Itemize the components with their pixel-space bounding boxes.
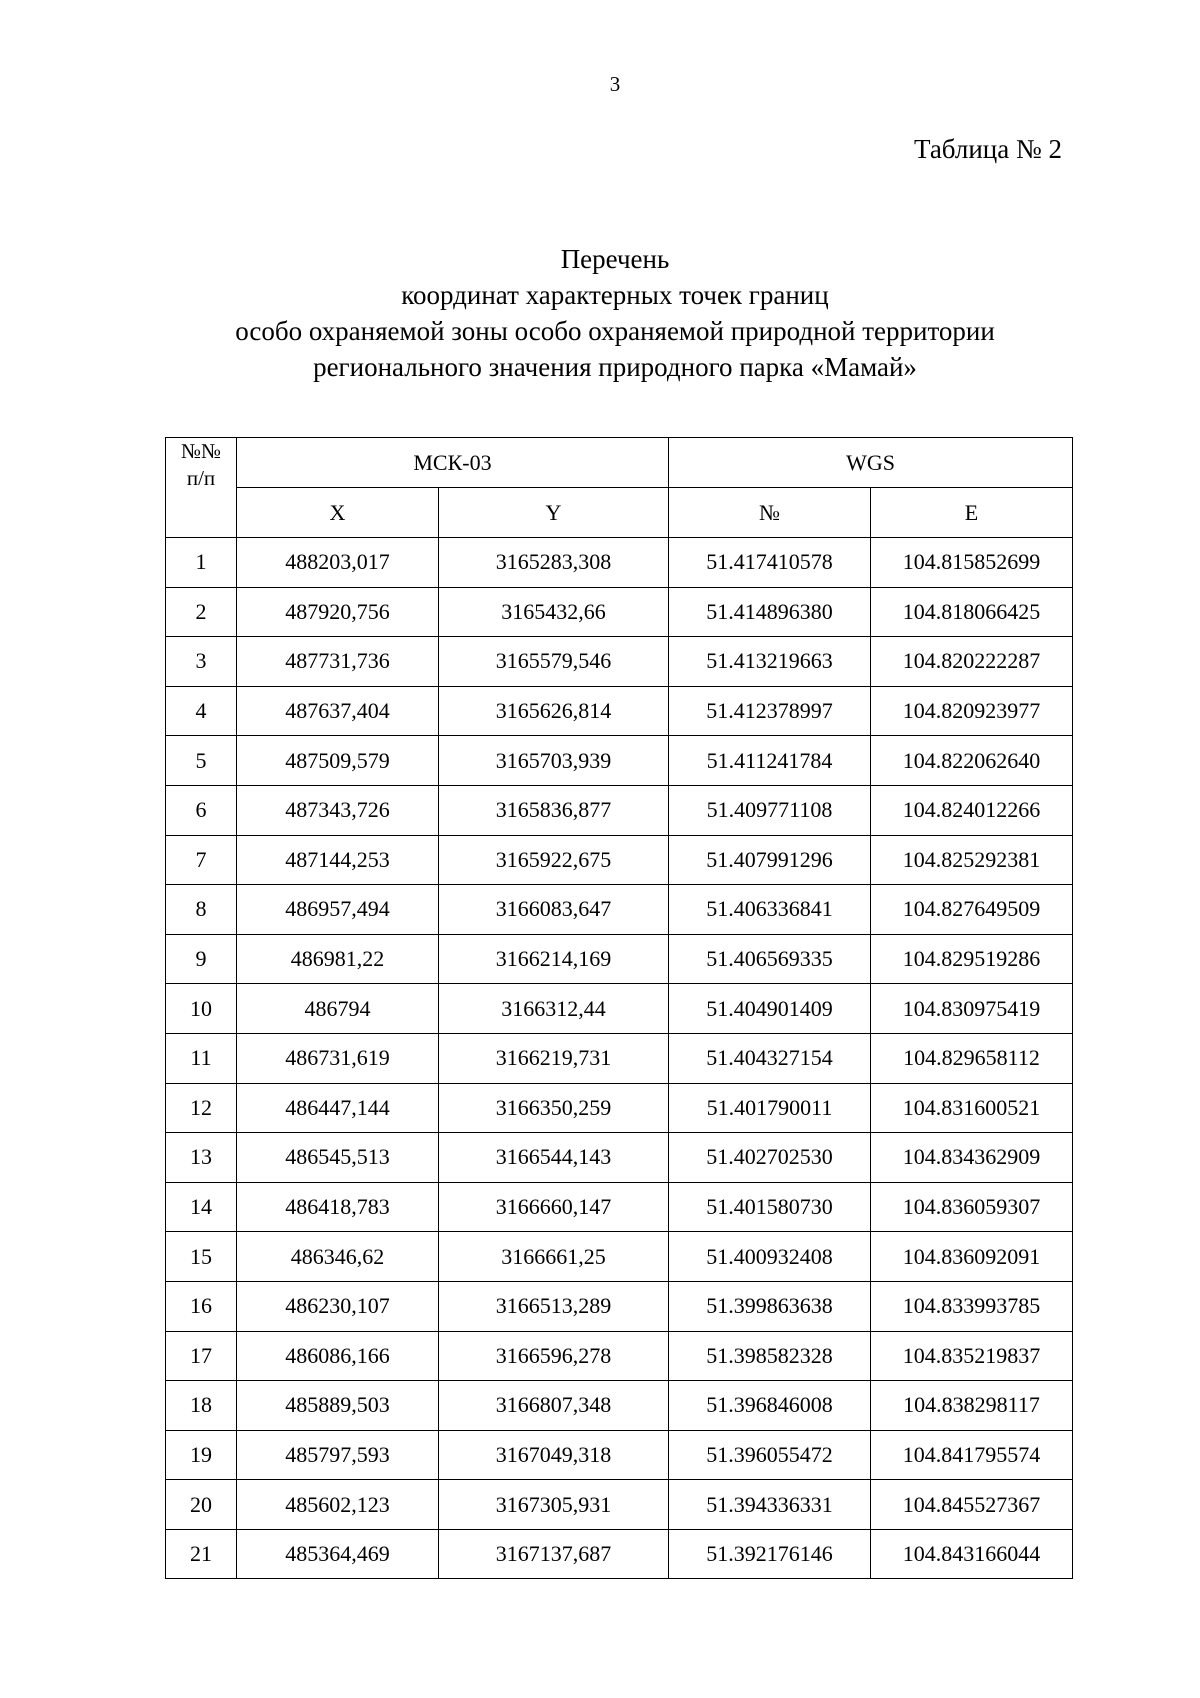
- n-cell: 51.409771108: [669, 785, 871, 835]
- x-cell: 485797,593: [237, 1430, 439, 1480]
- row-number-cell: 3: [166, 637, 237, 687]
- y-cell: 3166661,25: [439, 1232, 669, 1282]
- title-line: координат характерных точек границ: [401, 280, 829, 310]
- e-cell: 104.833993785: [871, 1281, 1073, 1331]
- table-row: [166, 835, 1073, 885]
- n-cell: 51.396055472: [669, 1430, 871, 1480]
- msk-03-group-header: МСК-03: [237, 438, 669, 488]
- e-cell: 104.845527367: [871, 1480, 1073, 1530]
- page-number: 3: [609, 72, 621, 96]
- y-cell: 3165922,675: [439, 835, 669, 885]
- x-cell: 487509,579: [237, 736, 439, 786]
- e-cell: 104.822062640: [871, 736, 1073, 786]
- x-cell: 485602,123: [237, 1480, 439, 1530]
- n-cell: 51.398582328: [669, 1331, 871, 1381]
- n-cell: 51.401580730: [669, 1182, 871, 1232]
- table-row: [166, 637, 1073, 687]
- n-cell: 51.400932408: [669, 1232, 871, 1282]
- row-number-cell: 19: [166, 1430, 237, 1480]
- table-row: [166, 785, 1073, 835]
- table-header: [166, 438, 1073, 538]
- x-cell: 487731,736: [237, 637, 439, 687]
- table-row: [166, 1430, 1073, 1480]
- table-row: [166, 1480, 1073, 1530]
- x-cell: 486447,144: [237, 1083, 439, 1133]
- header-row: [166, 488, 1073, 538]
- row-number-header-line1: №№: [180, 439, 222, 463]
- row-number-cell: 9: [166, 934, 237, 984]
- x-cell: 486545,513: [237, 1133, 439, 1183]
- x-cell: 487144,253: [237, 835, 439, 885]
- x-cell: 486981,22: [237, 934, 439, 984]
- y-cell: 3166214,169: [439, 934, 669, 984]
- e-cell: 104.820923977: [871, 686, 1073, 736]
- n-cell: 51.413219663: [669, 637, 871, 687]
- table-row: [166, 1232, 1073, 1282]
- row-number-cell: 14: [166, 1182, 237, 1232]
- n-cell: 51.394336331: [669, 1480, 871, 1530]
- e-cell: 104.838298117: [871, 1381, 1073, 1431]
- row-number-cell: 20: [166, 1480, 237, 1530]
- e-cell: 104.815852699: [871, 538, 1073, 588]
- x-cell: 486418,783: [237, 1182, 439, 1232]
- row-number-cell: 5: [166, 736, 237, 786]
- row-number-cell: 10: [166, 984, 237, 1034]
- title-line: регионального значения природного парка «Мамай»: [313, 352, 917, 382]
- n-cell: 51.404327154: [669, 1033, 871, 1083]
- e-cell: 104.829519286: [871, 934, 1073, 984]
- row-number-cell: 6: [166, 785, 237, 835]
- header-row: [166, 438, 1073, 488]
- y-cell: 3166513,289: [439, 1281, 669, 1331]
- row-number-cell: 11: [166, 1033, 237, 1083]
- n-cell: 51.406336841: [669, 885, 871, 935]
- row-number-cell: 21: [166, 1529, 237, 1579]
- table-row: [166, 1331, 1073, 1381]
- e-cell: 104.836092091: [871, 1232, 1073, 1282]
- e-cell: 104.836059307: [871, 1182, 1073, 1232]
- x-cell: 486086,166: [237, 1331, 439, 1381]
- n-cell: 51.402702530: [669, 1133, 871, 1183]
- y-cell: 3166807,348: [439, 1381, 669, 1431]
- x-cell: 486794: [237, 984, 439, 1034]
- n-cell: 51.396846008: [669, 1381, 871, 1431]
- table-row: [166, 686, 1073, 736]
- n-cell: 51.404901409: [669, 984, 871, 1034]
- table-row: [166, 736, 1073, 786]
- row-number-cell: 18: [166, 1381, 237, 1431]
- x-cell: 485889,503: [237, 1381, 439, 1431]
- e-cell: 104.831600521: [871, 1083, 1073, 1133]
- y-cell: 3165703,939: [439, 736, 669, 786]
- n-cell: 51.407991296: [669, 835, 871, 885]
- table-row: [166, 1133, 1073, 1183]
- y-cell: 3166660,147: [439, 1182, 669, 1232]
- coordinates-table: [165, 437, 1073, 1579]
- x-column-header: X: [237, 488, 439, 538]
- x-cell: 487343,726: [237, 785, 439, 835]
- table-row: [166, 538, 1073, 588]
- row-number-cell: 4: [166, 686, 237, 736]
- row-number-cell: 13: [166, 1133, 237, 1183]
- y-cell: 3165626,814: [439, 686, 669, 736]
- row-number-header: [166, 438, 237, 538]
- e-cell: 104.843166044: [871, 1529, 1073, 1579]
- y-cell: 3166596,278: [439, 1331, 669, 1381]
- y-cell: 3166544,143: [439, 1133, 669, 1183]
- y-cell: 3166312,44: [439, 984, 669, 1034]
- y-cell: 3167137,687: [439, 1529, 669, 1579]
- n-cell: 51.414896380: [669, 587, 871, 637]
- table-row: [166, 587, 1073, 637]
- y-cell: 3165283,308: [439, 538, 669, 588]
- y-cell: 3167305,931: [439, 1480, 669, 1530]
- title-line: Перечень: [560, 244, 670, 274]
- document-title: [0, 241, 1200, 385]
- y-cell: 3165836,877: [439, 785, 669, 835]
- e-cell: 104.834362909: [871, 1133, 1073, 1183]
- y-cell: 3165579,546: [439, 637, 669, 687]
- table-row: [166, 1281, 1073, 1331]
- x-cell: 487920,756: [237, 587, 439, 637]
- table-row: [166, 984, 1073, 1034]
- y-column-header: Y: [439, 488, 669, 538]
- y-cell: 3166219,731: [439, 1033, 669, 1083]
- row-number-cell: 15: [166, 1232, 237, 1282]
- row-number-cell: 1: [166, 538, 237, 588]
- row-number-cell: 16: [166, 1281, 237, 1331]
- row-number-cell: 12: [166, 1083, 237, 1133]
- title-line: особо охраняемой зоны особо охраняемой природной территории: [235, 316, 995, 346]
- n-cell: 51.392176146: [669, 1529, 871, 1579]
- row-number-cell: 8: [166, 885, 237, 935]
- n-column-header: №: [669, 488, 871, 538]
- e-cell: 104.818066425: [871, 587, 1073, 637]
- x-cell: 486731,619: [237, 1033, 439, 1083]
- e-cell: 104.835219837: [871, 1331, 1073, 1381]
- e-cell: 104.841795574: [871, 1430, 1073, 1480]
- n-cell: 51.406569335: [669, 934, 871, 984]
- y-cell: 3165432,66: [439, 587, 669, 637]
- e-column-header: E: [871, 488, 1073, 538]
- x-cell: 486230,107: [237, 1281, 439, 1331]
- table-row: [166, 885, 1073, 935]
- e-cell: 104.827649509: [871, 885, 1073, 935]
- e-cell: 104.825292381: [871, 835, 1073, 885]
- x-cell: 486346,62: [237, 1232, 439, 1282]
- e-cell: 104.820222287: [871, 637, 1073, 687]
- table-row: [166, 1083, 1073, 1133]
- y-cell: 3167049,318: [439, 1430, 669, 1480]
- n-cell: 51.417410578: [669, 538, 871, 588]
- table-row: [166, 1182, 1073, 1232]
- row-number-cell: 17: [166, 1331, 237, 1381]
- e-cell: 104.824012266: [871, 785, 1073, 835]
- x-cell: 487637,404: [237, 686, 439, 736]
- x-cell: 488203,017: [237, 538, 439, 588]
- n-cell: 51.411241784: [669, 736, 871, 786]
- table-row: [166, 1529, 1073, 1579]
- table-row: [166, 1381, 1073, 1431]
- row-number-cell: 7: [166, 835, 237, 885]
- y-cell: 3166350,259: [439, 1083, 669, 1133]
- y-cell: 3166083,647: [439, 885, 669, 935]
- n-cell: 51.412378997: [669, 686, 871, 736]
- table-body: [166, 538, 1073, 1579]
- e-cell: 104.830975419: [871, 984, 1073, 1034]
- table-row: [166, 934, 1073, 984]
- table-caption: Таблица № 2: [914, 134, 1062, 164]
- n-cell: 51.399863638: [669, 1281, 871, 1331]
- x-cell: 485364,469: [237, 1529, 439, 1579]
- wgs-group-header: WGS: [669, 438, 1073, 488]
- e-cell: 104.829658112: [871, 1033, 1073, 1083]
- row-number-cell: 2: [166, 587, 237, 637]
- table-row: [166, 1033, 1073, 1083]
- x-cell: 486957,494: [237, 885, 439, 935]
- row-number-header-line2: п/п: [186, 466, 216, 490]
- n-cell: 51.401790011: [669, 1083, 871, 1133]
